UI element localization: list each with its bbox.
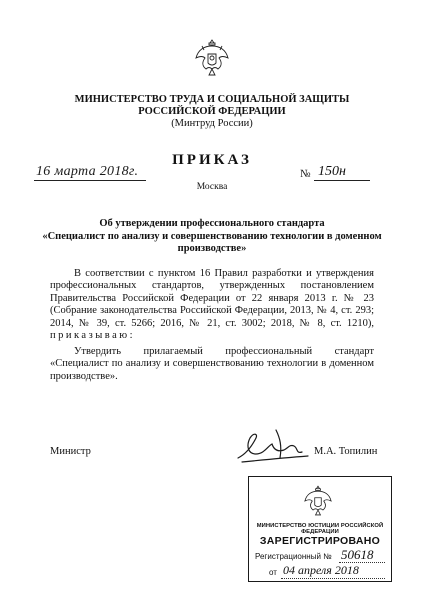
stamp-reg-label: Регистрационный № <box>255 552 332 561</box>
ministry-short-name: (Минтруд России) <box>171 118 253 129</box>
number-sign: № <box>300 168 311 180</box>
city: Москва <box>196 182 228 192</box>
document-date: 16 марта 2018г. <box>36 164 139 179</box>
coat-of-arms-icon <box>194 36 230 80</box>
body-paragraph-1 <box>50 268 374 342</box>
signature-icon <box>232 424 312 468</box>
number-underline <box>314 180 370 181</box>
stamp-date-label: от <box>269 568 277 577</box>
document-number: 150н <box>318 164 346 179</box>
stamp-organization: МИНИСТЕРСТВО ЮСТИЦИИ РОССИЙСКОЙ ФЕДЕРАЦИИ <box>256 523 384 535</box>
signatory-name: М.А. Топилин <box>314 446 378 457</box>
ministry-line-2: РОССИЙСКОЙ ФЕДЕРАЦИИ <box>138 106 286 117</box>
body-paragraph-2: Утвердить прилагаемый профессиональный стандарт «Специалист по анализу и совершенствованию технологии в доменном производстве». <box>50 346 374 382</box>
title-line-2: «Специалист по анализу и совершенствованию технологии в доменном производстве» <box>42 230 382 254</box>
legal-basis-text: В соответствии с пунктом 16 Правил разработки и утверждения профессиональных стандартов, утвержденных постановлением Правительства Российской Федерации от 22 января 2013 г. № 23 (Собрание законодательства Российской Федерации, 2013, № 4, ст. 293; 2014, № 39, ст. 5266; 2016, № 21, ст. 3002; 2018, № 8, ст. 1210), <box>50 268 374 329</box>
ministry-name <box>0 94 424 118</box>
signatory-position: Министр <box>50 446 91 457</box>
stamp-coat-of-arms-icon <box>303 483 333 519</box>
orders-word: приказываю: <box>50 330 136 342</box>
document-type: ПРИКАЗ <box>172 152 252 168</box>
date-underline <box>34 180 146 181</box>
stamp-registered: ЗАРЕГИСТРИРОВАНО <box>259 535 381 547</box>
stamp-date-underline <box>281 578 385 579</box>
registration-stamp <box>248 476 392 582</box>
ministry-line-1: МИНИСТЕРСТВО ТРУДА И СОЦИАЛЬНОЙ ЗАЩИТЫ <box>74 94 350 105</box>
stamp-date: 04 апреля 2018 <box>283 563 359 577</box>
title-line-1: Об утверждении профессионального стандарта <box>99 218 325 229</box>
document-title <box>40 218 384 256</box>
stamp-reg-number: 50618 <box>341 547 374 562</box>
